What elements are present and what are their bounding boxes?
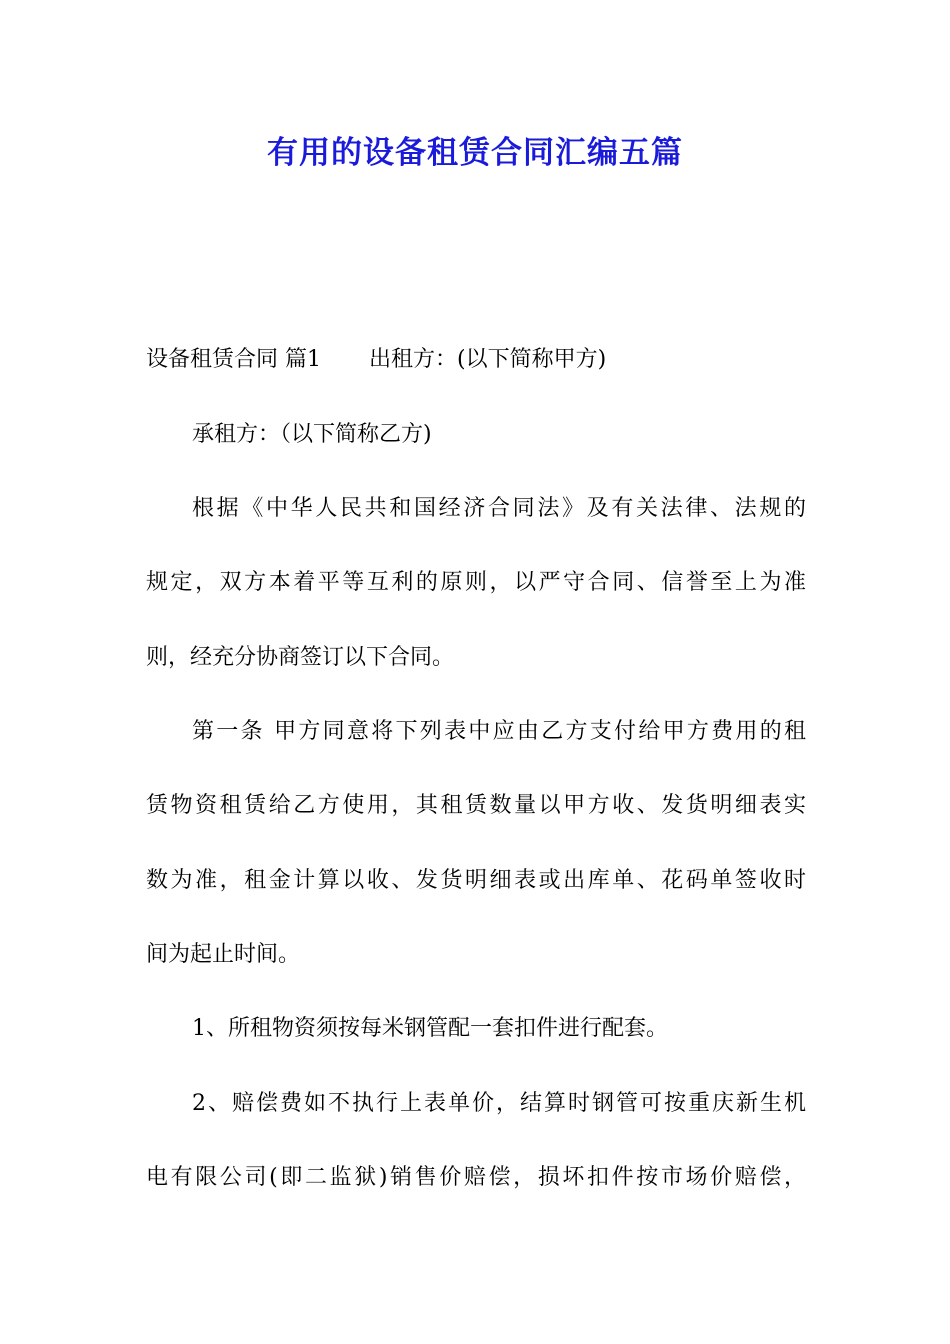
- paragraph-line: 第一条 甲方同意将下列表中应由乙方支付给甲方费用的租: [192, 719, 806, 744]
- list-item: 1、所租物资须按每米钢管配一套扣件进行配套。: [192, 1016, 668, 1041]
- list-item: 2、赔偿费如不执行上表单价，结算时钢管可按重庆新生机: [192, 1091, 806, 1116]
- lessee-label: 承租方：（以下简称乙方): [192, 422, 432, 447]
- paragraph-line: 电有限公司(即二监狱)销售价赔偿，损坏扣件按市场价赔偿，: [146, 1165, 806, 1190]
- paragraph-line: 根据《中华人民共和国经济合同法》及有关法律、法规的: [192, 496, 806, 521]
- paragraph-line: 数为准，租金计算以收、发货明细表或出库单、花码单签收时: [146, 868, 806, 893]
- paragraph-line: 规定，双方本着平等互利的原则，以严守合同、信誉至上为准: [146, 570, 806, 595]
- lessor-label: 出租方：(以下简称甲方): [369, 347, 607, 372]
- paragraph-line: 间为起止时间。: [146, 942, 301, 967]
- paragraph-line: 赁物资租赁给乙方使用，其租赁数量以甲方收、发货明细表实: [146, 793, 806, 818]
- contract-heading: [146, 344, 606, 376]
- contract-number: 设备租赁合同 篇1: [146, 347, 321, 372]
- document-title: 有用的设备租赁合同汇编五篇: [267, 135, 683, 171]
- paragraph-line: 则，经充分协商签订以下合同。: [146, 645, 455, 670]
